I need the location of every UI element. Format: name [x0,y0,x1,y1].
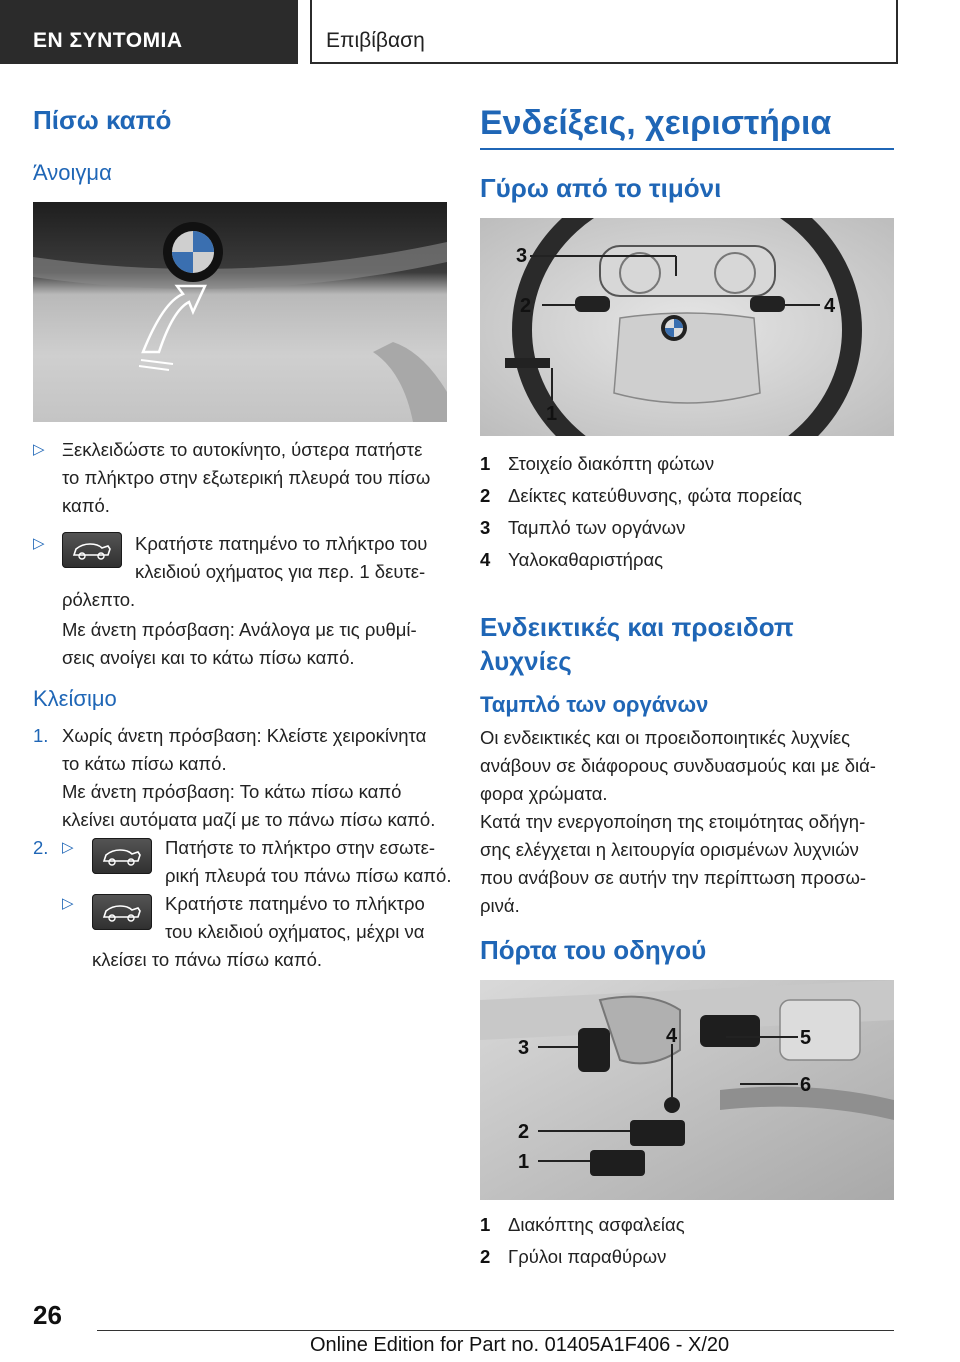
driver-door-photo [480,980,894,1200]
trunk-lid-photo [33,202,447,422]
legend-number: 4 [480,549,491,570]
door-callout-6: 6 [800,1074,812,1096]
closing-step-1-note: Με άνετη πρόσβαση: Το κάτω πίσω καπό κλείνει αυτόματα μαζί με το πάνω πίσω καπό. [62,781,436,830]
instrument-cluster-subheading: Ταμπλό των οργάνων [480,692,709,717]
opening-heading: Άνοιγμα [33,160,112,185]
step-marker-icon: ▷ [33,535,45,552]
legend-number: 3 [480,517,491,538]
header-section-tab [0,0,298,64]
footer-divider [97,1330,894,1331]
steering-wheel-photo [480,218,894,436]
door-callout-5: 5 [800,1027,812,1049]
left-section-title: Πίσω καπό [33,105,172,135]
step-marker-icon: ▷ [62,895,74,912]
step-marker-icon: ▷ [62,839,74,856]
warning-lights-heading: Ενδεικτικές και προειδοπ λυχνίες [480,612,794,676]
car-trunk-button-icon [92,838,152,874]
legend-number: 1 [480,1214,491,1235]
page-number: 26 [33,1300,62,1330]
steering-callout-2: 2 [520,295,532,317]
legend-number: 2 [480,485,491,506]
closing-step-number-1: 1. [33,725,49,746]
step-marker-icon: ▷ [33,441,45,458]
legend-number: 1 [480,453,491,474]
legend-text: Υαλοκαθαριστήρας [508,549,664,570]
closing-heading: Κλείσιμο [33,686,117,711]
closing-step-1: Χωρίς άνετη πρόσβαση: Κλείστε χειροκίνητα το κάτω πίσω καπό. [62,725,427,774]
header-chapter-label: Επιβίβαση [326,29,425,52]
door-callout-2: 2 [518,1121,530,1143]
door-callout-1: 1 [518,1151,530,1173]
driver-door-heading: Πόρτα του οδηγού [480,935,707,965]
title-underline [480,148,894,150]
right-section-title: Ενδείξεις, χειριστήρια [480,104,832,142]
steering-callout-1: 1 [546,403,558,425]
warning-paragraph-1: Οι ενδεικτικές και οι προειδοποιητικές λυχνίες ανάβουν σε διάφορους συνδυασμούς και με διά- φορα χρώματα. [480,727,876,804]
steering-callout-4: 4 [824,295,836,317]
car-key-trunk-icon [62,532,122,568]
legend-text: Ταμπλό των οργάνων [508,517,686,538]
door-callout-4: 4 [666,1025,678,1047]
closing-step-2b-end: κλείσει το πάνω πίσω καπό. [92,949,323,970]
legend-text: Γρύλοι παραθύρων [508,1246,667,1267]
closing-step-2b-lines: Κρατήστε πατημένο το πλήκτρο του κλειδιού οχήματος, μέχρι να [165,893,425,942]
open-step-2-end: ρόλεπτο. [62,589,136,610]
legend-text: Στοιχείο διακόπτη φώτων [508,453,715,474]
open-step-1: Ξεκλειδώστε το αυτοκίνητο, ύστερα πατήστε το πλήκτρο στην εξωτερική πλευρά του πίσω καπό. [62,439,431,516]
header-section-label: ΕΝ ΣΥΝΤΟΜΙΑ [33,29,183,52]
open-step-2-lines: Κρατήστε πατημένο το πλήκτρο του κλειδιού οχήματος για περ. 1 δευτε- [135,533,428,582]
steering-heading: Γύρω από το τιμόνι [480,173,722,203]
legend-number: 2 [480,1246,491,1267]
footer-edition: Online Edition for Part no. 01405A1F406 - X/20 [310,1334,730,1356]
steering-callout-3: 3 [516,245,528,267]
warning-paragraph-2: Κατά την ενεργοποίηση της ετοιμότητας οδήγη- σης ελέγχεται η λειτουργία ορισμένων λυχνιών που ανάβουν σε αυτήν την περίπτωση προσω- ρινά. [480,811,867,916]
open-comfort-note: Με άνετη πρόσβαση: Ανάλογα με τις ρυθμί- σεις ανοίγει και το κάτω πίσω καπό. [62,619,417,668]
car-key-trunk-icon-2 [92,894,152,930]
legend-text: Δείκτες κατεύθυνσης, φώτα πορείας [508,485,802,506]
door-callout-3: 3 [518,1037,530,1059]
closing-step-2a: Πατήστε το πλήκτρο στην εσωτε- ρική πλευρά του πάνω πίσω καπό. [165,837,452,886]
legend-text: Διακόπτης ασφαλείας [508,1214,685,1235]
header-chapter-tab [310,0,898,64]
closing-step-number-2: 2. [33,837,49,858]
